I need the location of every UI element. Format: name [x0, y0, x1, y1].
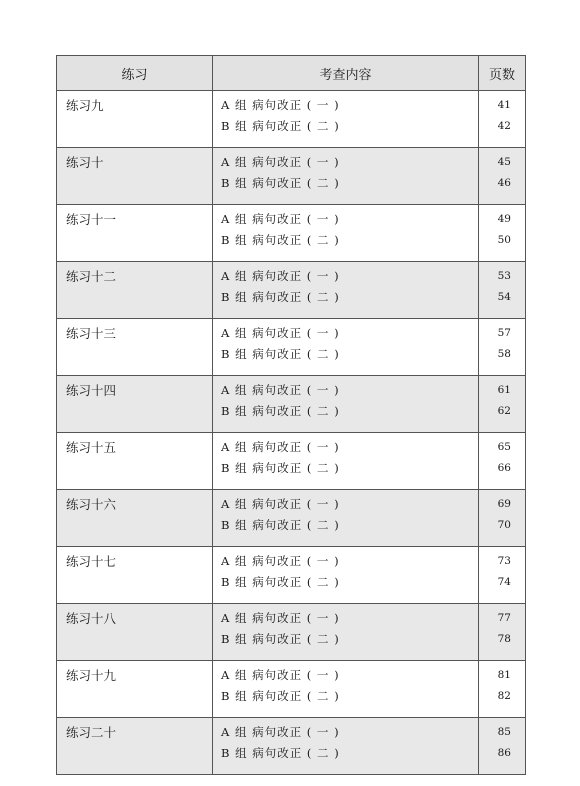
content-group-b: B 组 病句改正 ( 二 ): [221, 119, 340, 133]
content-group-a: A 组 病句改正 ( 一 ): [221, 440, 340, 454]
content-group-b: B 组 病句改正 ( 二 ): [221, 575, 340, 589]
table-row: [57, 490, 526, 547]
exercise-name: 练习十五: [66, 440, 117, 455]
content-group-b: B 组 病句改正 ( 二 ): [221, 689, 340, 703]
content-cell: [213, 148, 479, 205]
content-cell: [213, 604, 479, 661]
page-number-b: 58: [497, 348, 511, 360]
header-exercise: 练习: [57, 56, 213, 91]
table-body: [57, 91, 526, 775]
page-number-b: 46: [497, 177, 511, 189]
content-group-a: A 组 病句改正 ( 一 ): [221, 269, 340, 283]
page-cell: [479, 718, 526, 775]
exercise-cell: [57, 547, 213, 604]
exercise-name: 练习十: [66, 155, 104, 170]
page-cell: [479, 148, 526, 205]
page-number-a: 41: [497, 99, 511, 111]
table-row: [57, 661, 526, 718]
page-number-a: 45: [497, 156, 511, 168]
page-cell: [479, 490, 526, 547]
page-number-b: 78: [497, 633, 511, 645]
exercise-name: 练习二十: [66, 725, 117, 740]
content-group-a: A 组 病句改正 ( 一 ): [221, 497, 340, 511]
content-group-b: B 组 病句改正 ( 二 ): [221, 347, 340, 361]
exercise-cell: [57, 433, 213, 490]
exercise-cell: [57, 148, 213, 205]
content-cell: [213, 547, 479, 604]
content-group-a: A 组 病句改正 ( 一 ): [221, 554, 340, 568]
content-cell: [213, 433, 479, 490]
header-row: [57, 56, 526, 91]
content-cell: [213, 319, 479, 376]
page-number-b: 50: [497, 234, 511, 246]
page-number-b: 54: [497, 291, 511, 303]
content-group-a: A 组 病句改正 ( 一 ): [221, 155, 340, 169]
exercise-cell: [57, 91, 213, 148]
content-cell: [213, 490, 479, 547]
content-cell: [213, 205, 479, 262]
content-cell: [213, 376, 479, 433]
content-group-b: B 组 病句改正 ( 二 ): [221, 404, 340, 418]
content-group-a: A 组 病句改正 ( 一 ): [221, 383, 340, 397]
content-group-a: A 组 病句改正 ( 一 ): [221, 212, 340, 226]
content-group-b: B 组 病句改正 ( 二 ): [221, 176, 340, 190]
page-number-a: 77: [497, 612, 511, 624]
table-row: [57, 205, 526, 262]
table-row: [57, 433, 526, 490]
content-group-a: A 组 病句改正 ( 一 ): [221, 326, 340, 340]
content-cell: [213, 91, 479, 148]
page-number-a: 53: [497, 270, 511, 282]
page-number-a: 73: [497, 555, 511, 567]
exercise-name: 练习十八: [66, 611, 117, 626]
table-header: [57, 56, 526, 91]
exercise-name: 练习九: [66, 98, 104, 113]
page-number-b: 74: [497, 576, 511, 588]
page-cell: [479, 376, 526, 433]
exercise-name: 练习十二: [66, 269, 117, 284]
table-row: [57, 718, 526, 775]
exercise-name: 练习十七: [66, 554, 117, 569]
table-row: [57, 376, 526, 433]
page-cell: [479, 91, 526, 148]
content-group-b: B 组 病句改正 ( 二 ): [221, 632, 340, 646]
page-cell: [479, 661, 526, 718]
page-number-a: 81: [497, 669, 511, 681]
content-group-a: A 组 病句改正 ( 一 ): [221, 668, 340, 682]
exercise-cell: [57, 490, 213, 547]
exercise-name: 练习十九: [66, 668, 117, 683]
table-row: [57, 319, 526, 376]
page-number-b: 70: [497, 519, 511, 531]
table-row: [57, 91, 526, 148]
exercise-cell: [57, 661, 213, 718]
exercise-cell: [57, 262, 213, 319]
page-cell: [479, 604, 526, 661]
exercise-cell: [57, 205, 213, 262]
table-row: [57, 604, 526, 661]
header-pages: 页数: [479, 56, 526, 91]
page-number-b: 86: [497, 747, 511, 759]
content-group-b: B 组 病句改正 ( 二 ): [221, 233, 340, 247]
page-number-b: 82: [497, 690, 511, 702]
table-row: [57, 148, 526, 205]
page-cell: [479, 205, 526, 262]
page-number-b: 42: [497, 120, 511, 132]
exercise-cell: [57, 718, 213, 775]
contents-table: [56, 55, 526, 775]
page-number-a: 65: [497, 441, 511, 453]
exercise-cell: [57, 604, 213, 661]
page-cell: [479, 547, 526, 604]
page-number-a: 69: [497, 498, 511, 510]
content-group-b: B 组 病句改正 ( 二 ): [221, 290, 340, 304]
exercise-name: 练习十三: [66, 326, 117, 341]
page-number-a: 57: [497, 327, 511, 339]
content-cell: [213, 262, 479, 319]
content-group-a: A 组 病句改正 ( 一 ): [221, 98, 340, 112]
page-number-b: 62: [497, 405, 511, 417]
page-cell: [479, 433, 526, 490]
content-cell: [213, 661, 479, 718]
exercise-cell: [57, 376, 213, 433]
page-cell: [479, 319, 526, 376]
page-cell: [479, 262, 526, 319]
content-group-b: B 组 病句改正 ( 二 ): [221, 518, 340, 532]
content-group-a: A 组 病句改正 ( 一 ): [221, 725, 340, 739]
exercise-name: 练习十六: [66, 497, 117, 512]
page-number-a: 61: [497, 384, 511, 396]
page-number-a: 49: [497, 213, 511, 225]
header-content: 考查内容: [213, 56, 479, 91]
table-row: [57, 262, 526, 319]
content-group-b: B 组 病句改正 ( 二 ): [221, 746, 340, 760]
exercise-cell: [57, 319, 213, 376]
exercise-name: 练习十一: [66, 212, 117, 227]
page-number-a: 85: [497, 726, 511, 738]
exercise-name: 练习十四: [66, 383, 117, 398]
content-cell: [213, 718, 479, 775]
content-group-b: B 组 病句改正 ( 二 ): [221, 461, 340, 475]
page-number-b: 66: [497, 462, 511, 474]
table-row: [57, 547, 526, 604]
content-group-a: A 组 病句改正 ( 一 ): [221, 611, 340, 625]
